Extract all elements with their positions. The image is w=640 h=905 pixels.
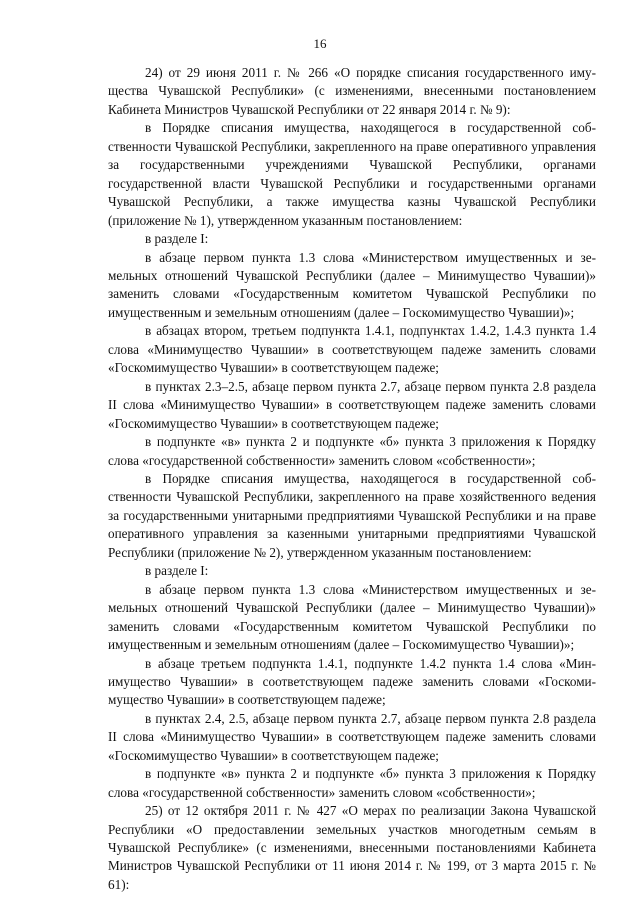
paragraph-section-1-heading-2: в разделе I:	[145, 563, 209, 579]
paragraph-appendix-change-annex-2: в подпункте «в» пункта 2 и подпункте «б» пункта 3 приложения к Порядку слова «государственной собственности» заменить словом «собственности»;	[108, 766, 596, 800]
paragraph-item-1-3-annex-2: в абзаце первом пункта 1.3 слова «Министерством имущественных и земельных отношений Чувашской Республики (далее – Минимущество Чувашии)» заменить словами «Государственным комитетом Чувашской Республики по имущественным и земельным отношениям (далее – Госкомимущество Чувашии)»;	[108, 581, 596, 653]
paragraph-item-1-4: в абзацах втором, третьем подпункта 1.4.1, подпунктах 1.4.2, 1.4.3 пункта 1.4 слова «Минимущество Чувашии» в соответствующем падеже заменить словами «Госкомимущество Чувашии» в соответствующем падеже;	[108, 323, 596, 376]
paragraph-section-2-annex-2: в пунктах 2.4, 2.5, абзаце первом пункта 2.7, абзаце первом пункта 2.8 раздела II слова «Минимущество Чувашии» в соответствующем падеже заменить словами «Госкомимущество Чувашии» в соответствующем падеже;	[108, 710, 596, 763]
paragraph-annex-2-intro: в Порядке списания имущества, находящегося в государственной собственности Чувашской Республики, закрепленного на праве хозяйственного ведения за государственными унитарными предприятиями Чувашской Республики и на праве оперативного управления за казенными унитарными предприятиями Чувашской Республики (приложение № 2), утвержденном указанным постановлением:	[108, 470, 596, 560]
paragraph-appendix-change: в подпункте «в» пункта 2 и подпункте «б» пункта 3 приложения к Порядку слова «государственной собственности» заменить словом «собственности»;	[108, 434, 596, 468]
paragraph-section-1-heading: в разделе I:	[145, 231, 209, 247]
paragraph-25-intro: 25) от 12 октября 2011 г. № 427 «О мерах по реализации Закона Чувашской Республики «О предоставлении земельных участков многодетным семьям в Чувашской Республике» (с изменениями, внесенными постановлениями Кабинета Министров Чувашской Республики от 11 июня 2014 г. № 199, от 3 марта 2015 г. № 61):	[108, 803, 596, 892]
document-body	[108, 64, 596, 894]
paragraph-24-intro: 24) от 29 июня 2011 г. № 266 «О порядке списания государственного имущества Чувашской Республики» (с изменениями, внесенными постановлением Кабинета Министров Чувашской Республики от 22 января 2014 г. № 9):	[108, 65, 596, 117]
paragraph-section-2: в пунктах 2.3–2.5, абзаце первом пункта 2.7, абзаце первом пункта 2.8 раздела II слова «Минимущество Чувашии» в соответствующем падеже заменить словами «Госкомимущество Чувашии» в соответствующем падеже;	[108, 378, 596, 431]
paragraph-annex-1-intro: в Порядке списания имущества, находящегося в государственной собственности Чувашской Республики, закрепленного на праве оперативного управления за государственными учреждениями Чувашской Республики, органами государственной власти Чувашской Республики и государственными органами Чувашской Республики, а также имущества казны Чувашской Республики (приложение № 1), утвержденном указанным постановлением:	[108, 120, 596, 228]
page-number: 16	[313, 36, 327, 51]
paragraph-item-1-4-annex-2: в абзаце третьем подпункта 1.4.1, подпункте 1.4.2 пункта 1.4 слова «Минимущество Чувашии» в соответствующем падеже заменить словами «Госкомимущество Чувашии» в соответствующем падеже;	[108, 655, 596, 708]
paragraph-item-1-3: в абзаце первом пункта 1.3 слова «Министерством имущественных и земельных отношений Чувашской Республики (далее – Минимущество Чувашии)» заменить словами «Государственным комитетом Чувашской Республики по имущественным и земельным отношениям (далее – Госкомимущество Чувашии)»;	[108, 249, 596, 320]
